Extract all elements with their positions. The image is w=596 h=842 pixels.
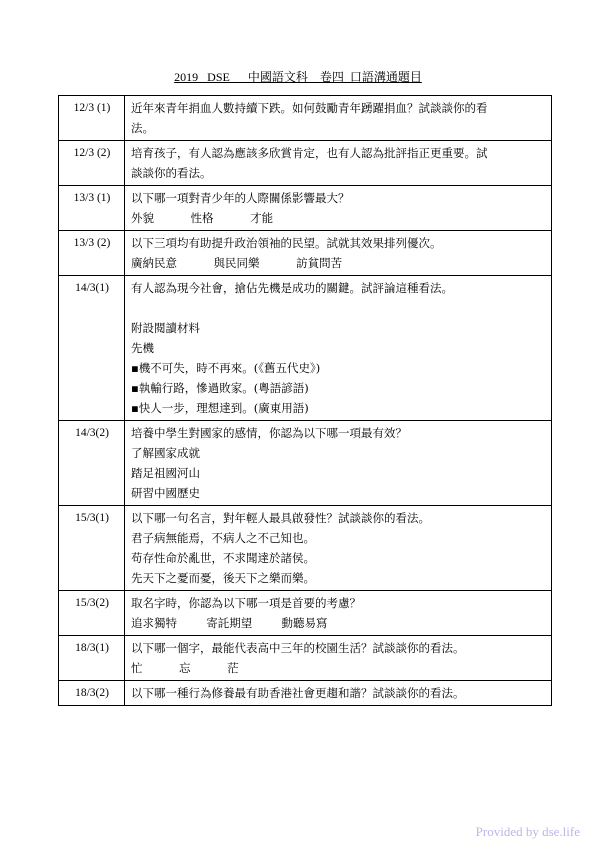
question-code: 15/3(2) [59,591,125,636]
question-line [131,298,546,318]
question-line: 追求獨特 寄託期望 動聽易寫 [131,616,328,630]
question-code: 13/3 (2) [59,231,125,276]
question-line: 先天下之憂而憂，後天下之樂而樂。 [131,571,315,585]
page-title: 2019 DSE 中國語文科 卷四 口語溝通題目 [174,70,422,84]
question-code: 18/3(1) [59,636,125,681]
question-code: 15/3(1) [59,506,125,591]
question-code: 14/3(1) [59,276,125,421]
question-content [125,276,552,421]
question-content [125,591,552,636]
question-line: 培育孩子，有人認為應該多欣賞肯定，也有人認為批評指正更重要。試 [131,146,488,160]
question-line: 忙 忘 茫 [131,661,239,675]
question-line: 培養中學生對國家的感情，你認為以下哪一項最有效？ [131,426,407,440]
question-line: 外貌 性格 才能 [131,211,274,225]
question-code: 12/3 (2) [59,141,125,186]
question-content [125,96,552,141]
question-line: 以下哪一句名言，對年輕人最具啟發性？試談談你的看法。 [131,511,430,525]
question-line: 苟存性命於亂世，不求聞達於諸侯。 [131,551,315,565]
question-line: 研習中國歷史 [131,486,200,500]
table-row [59,421,552,506]
question-content [125,231,552,276]
table-row [59,591,552,636]
table-row [59,231,552,276]
question-line: 踏足祖國河山 [131,466,200,480]
question-line: 附設閱讀材料 [131,321,200,335]
question-code: 14/3(2) [59,421,125,506]
table-row [59,276,552,421]
question-line: 先機 [131,341,154,355]
table-row [59,186,552,231]
table-row [59,636,552,681]
question-line: 法。 [131,121,154,135]
footer-credit: Provided by dse.life [475,824,580,839]
question-content [125,681,552,706]
question-content [125,421,552,506]
question-content [125,186,552,231]
question-line: 以下哪一個字，最能代表高中三年的校園生活？試談談你的看法。 [131,641,465,655]
question-line: 以下哪一種行為修養最有助香港社會更趨和諧？試談談你的看法。 [131,686,465,700]
question-line: ▪執輸行路，慘過敗家。(粵語諺語) [131,381,309,395]
question-line: 取名字時，你認為以下哪一項是首要的考慮？ [131,596,361,610]
question-code: 13/3 (1) [59,186,125,231]
question-line: 君子病無能焉，不病人之不己知也。 [131,531,315,545]
question-content [125,636,552,681]
question-table-body [59,96,552,706]
table-row [59,141,552,186]
question-line: 以下三項均有助提升政治領袖的民望。試就其效果排列優次。 [131,236,442,250]
question-line: 以下哪一項對青少年的人際關係影響最大？ [131,191,350,205]
table-row [59,681,552,706]
question-line: 廣納民意 與民同樂 訪貧問苦 [131,256,343,270]
question-line: ▪快人一步，理想達到。(廣東用語) [131,401,309,415]
question-line: 了解國家成就 [131,446,200,460]
question-line: 談談你的看法。 [131,166,212,180]
question-code: 12/3 (1) [59,96,125,141]
question-code: 18/3(2) [59,681,125,706]
question-table [58,95,552,706]
table-row [59,506,552,591]
question-line: ▪機不可失，時不再來。(《舊五代史》) [131,361,321,375]
question-line: 近年來青年捐血人數持續下跌。如何鼓勵青年踴躍捐血？試談談你的看 [131,101,488,115]
question-content [125,141,552,186]
question-line: 有人認為現今社會，搶佔先機是成功的關鍵。試評論這種看法。 [131,281,453,295]
table-row [59,96,552,141]
question-content [125,506,552,591]
